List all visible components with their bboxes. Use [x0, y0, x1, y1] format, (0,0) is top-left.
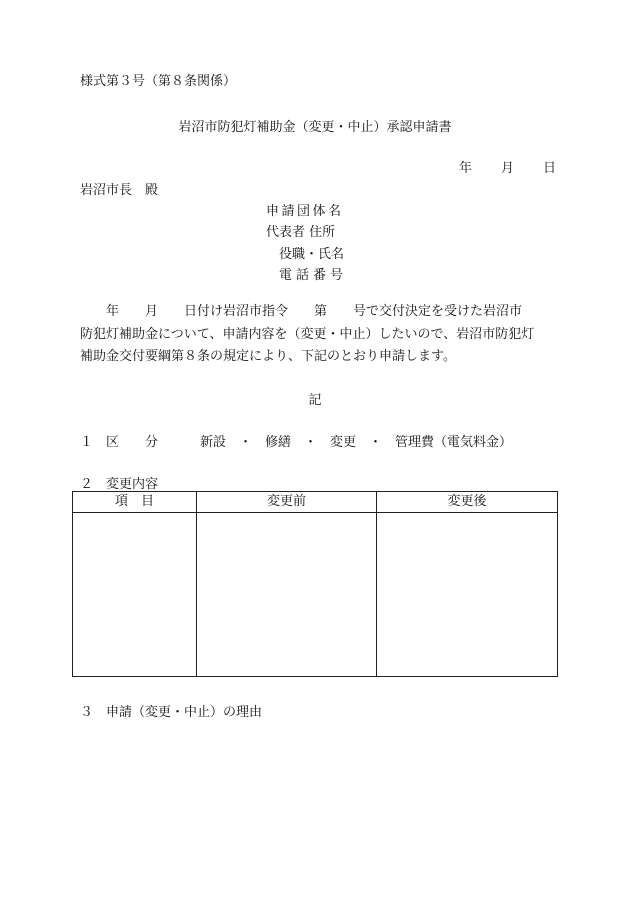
body-line: 防犯灯補助金について、申請内容を（変更・中止）したいので、岩沼市防犯灯 — [80, 326, 535, 342]
change-content-table — [72, 491, 558, 677]
item1-label: １ 区 分 — [80, 435, 159, 450]
after-cell[interactable] — [377, 513, 558, 677]
body-line: 補助金交付要綱第８条の規定により、下記のとおり申請します。 — [80, 349, 456, 364]
table-row — [73, 513, 558, 677]
body-line: 年 月 日付け岩沼市指令 第 号で交付決定を受けた岩沼市 — [80, 304, 523, 319]
ki-heading: 記 — [308, 393, 322, 408]
document-title: 岩沼市防犯灯補助金（変更・中止）承認申請書 — [178, 120, 452, 135]
date-day-label: 日 — [543, 161, 557, 176]
form-number: 様式第３号（第８条関係） — [80, 74, 237, 89]
item3-reason-label: ３ 申請（変更・中止）の理由 — [80, 705, 263, 720]
column-header-before: 変更前 — [197, 492, 377, 513]
applicant-rep-label: 代表者 住所 — [266, 225, 336, 240]
item2-label: ２ 変更内容 — [80, 477, 159, 492]
date-line — [459, 157, 556, 176]
before-cell[interactable] — [197, 513, 377, 677]
applicant-tel-label: 電話番号 — [279, 268, 348, 283]
column-header-item: 項 目 — [73, 492, 197, 513]
item1-options: 新設 ・ 修繕 ・ 変更 ・ 管理費（電気料金） — [200, 435, 513, 450]
item-cell[interactable] — [73, 513, 197, 677]
table-header-row — [73, 492, 558, 513]
date-year-label: 年 — [459, 161, 473, 176]
body-paragraph — [80, 301, 555, 369]
applicant-org-label: 申請団体名 — [266, 204, 344, 219]
addressee: 岩沼市長 殿 — [80, 183, 159, 198]
applicant-role-label: 役職・氏名 — [279, 247, 345, 262]
date-month-label: 月 — [501, 161, 515, 176]
column-header-after: 変更後 — [377, 492, 558, 513]
item1-category — [80, 431, 512, 450]
